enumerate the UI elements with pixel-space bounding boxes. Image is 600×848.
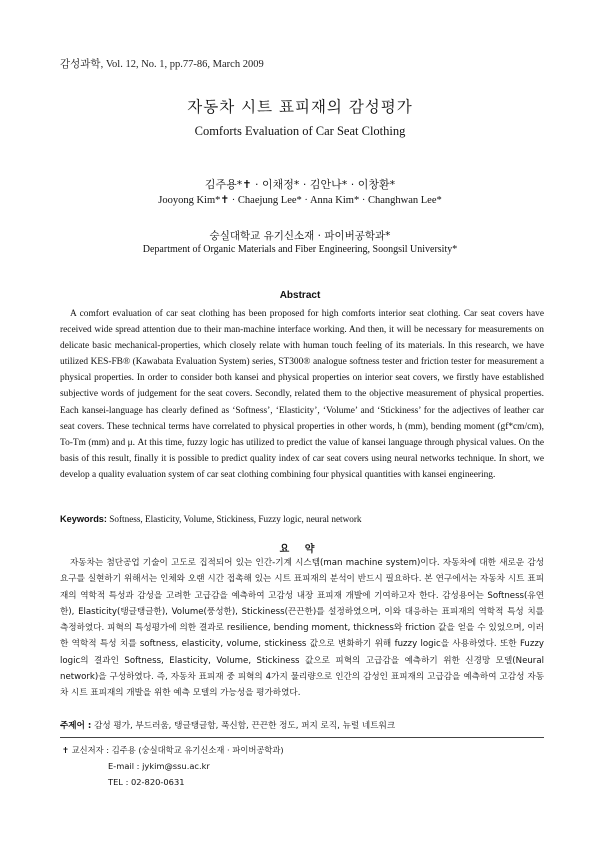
affiliation-english: Department of Organic Materials and Fiber Engineering, Soongsil University* (142, 244, 458, 255)
keywords-korean-line (60, 719, 544, 731)
keywords-list: Softness, Elasticity, Volume, Stickiness, Fuzzy logic, neural network (109, 514, 362, 524)
keywords-label: Keywords: (60, 514, 107, 524)
keywords-line (60, 514, 544, 524)
title-korean: 자동차 시트 표피재의 감성평가 (187, 98, 413, 116)
journal-citation: 감성과학, Vol. 12, No. 1, pp.77-86, March 2009 (60, 59, 264, 70)
affiliation-korean: 숭실대학교 유기신소재 · 파이버공학과* (209, 230, 391, 242)
authors-english: Jooyong Kim*✝ · Chaejung Lee* · Anna Kim* · Changhwan Lee* (158, 195, 442, 206)
keywords-korean-label: 주제어 : (60, 721, 92, 731)
footnote-phone: TEL : 02-820-0631 (108, 777, 185, 787)
authors-korean: 김주용*✝ · 이채정* · 김안나* · 이창환* (204, 178, 396, 191)
title-english: Comforts Evaluation of Car Seat Clothing (194, 124, 406, 138)
abstract-body: A comfort evaluation of car seat clothing has been proposed for high comforts interior seat clothing. Car seat covers have received wide spread attention due to their man-machine interface working. And then, it will be necessary for measurements on delicate basic mechanical-properties, which closely relate with human touch feeling of its materials. In this research, we have utilized KES-FB® (Kawabata Evaluation System) series, ST300® analogue softness tester and friction tester for measurement a physical properties. In order to consider both kansei and physical properties on interior seat covers, we firstly have established subjective words of judgement for the seat covers. Secondly, related them to the objective measurement of physical properties. Each kansei-language has clearly defined as ‘Softness’, ‘Elasticity’, ‘Volume’ and ‘Stickiness’ for the adjectives of leather car seat covers. These technical terms have correlated to physical properties in other words, h (mm), bending moment (gf*cm/cm), To-Tm (mm) and μ. At this time, fuzzy logic has utilized to predict the value of kansei language through physical values. On the basis of this result, finally it is possible to predict quality index of car seat covers using neural networks technique. In short, we develop a quality evaluation system of car seat clothing combining four physical quantities with kansei engineering. (60, 309, 544, 480)
footnote-email: E-mail : jykim@ssu.ac.kr (108, 761, 210, 771)
summary-heading: 요 약 (279, 544, 321, 555)
abstract-heading: Abstract (279, 290, 321, 301)
footnote-divider (60, 737, 544, 738)
summary-body: 자동차는 첨단공업 기술이 고도로 집적되어 있는 인간-기계 시스템(man machine system)이다. 자동차에 대한 새로운 감성요구를 실현하기 위해서는 인체와 오랜 시간 접촉해 있는 시트 표피재의 분석이 반드시 필요하다. 본 연구에서는 자동차 시트 표피재의 역학적 특성과 감성을 고려한 고급감을 예측하여 고감성 내장 표피재 개발에 기여하고자 한다. 감성용어는 Softness(유연한), Elasticity(탱글탱글한), Volume(풍성한), Stickiness(끈끈한)를 설정하였으며, 이와 대응하는 표피재의 역학적 특성 치를 측정하였다. 피혁의 특성평가에 의한 결과로 resilience, bending moment, thickness와 friction 값을 얻을 수 있었으며, 이러한 역학적 특성 치를 softness, elasticity, volume, stickiness 값으로 변화하기 위해 fuzzy logic을 사용하였다. 또한 Fuzzy logic의 결과인 Softness, Elasticity, Volume, Stickiness 값으로 피혁의 고급감을 예측하기 위한 신경망 모델(Neural network)을 구성하였다. 즉, 자동차 표피재 중 피혁의 4가지 물리량으로 인간의 감성인 표피재의 고급감을 예측하여 고감성 자동차 시트 표피재의 개발을 위한 예측 모델의 가능성을 평가하였다. (60, 558, 544, 699)
keywords-korean-list: 감성 평가, 부드러움, 탱글탱글함, 푹신함, 끈끈한 정도, 퍼지 로직, 뉴럴 네트워크 (94, 721, 396, 731)
footnote-corresponding-author: ✝ 교신저자 : 김주용 (숭실대학교 유기신소재 · 파이버공학과) (62, 745, 284, 755)
